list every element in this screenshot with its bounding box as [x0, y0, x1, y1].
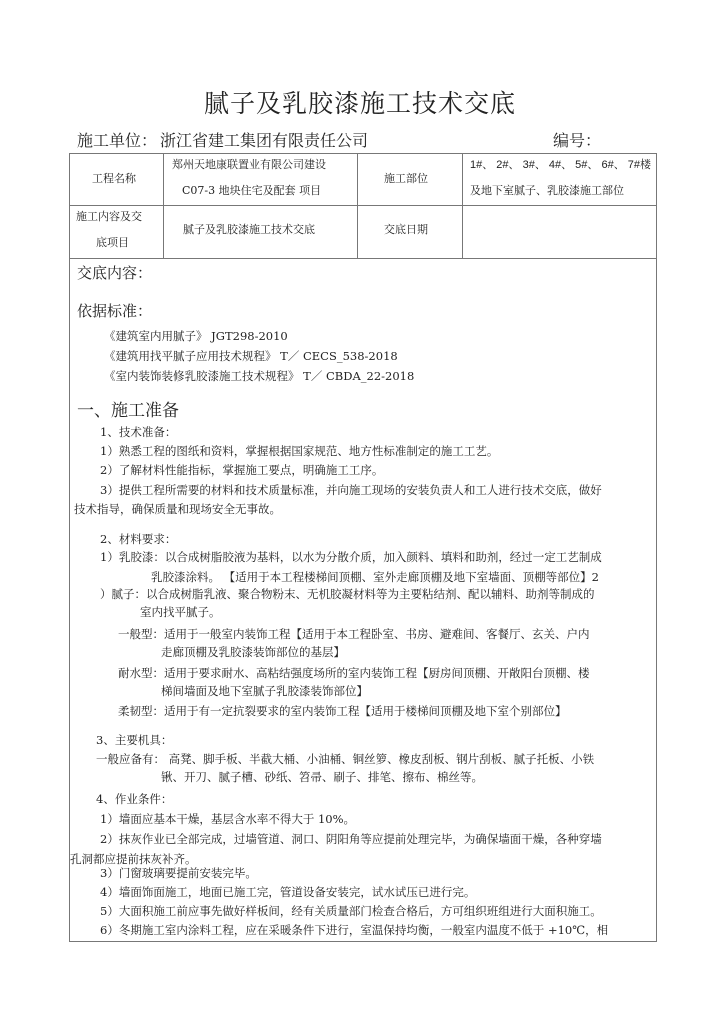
text-line: 2）抹灰作业已全部完成，过墙管道、洞口、阴阳角等应提前处理完毕，为确保墙面干燥，各种穿墙	[100, 832, 602, 846]
unit-label: 施工单位：	[77, 131, 158, 150]
table-divider	[69, 205, 657, 206]
section-standard-heading: 依据标准：	[77, 302, 153, 320]
text-line: 2、材料要求：	[100, 532, 177, 546]
text-line: 3、主要机具：	[96, 733, 173, 747]
text-line: 4）墙面饰面施工，地面已施工完，管道设备安装完，试水试压已进行完。	[100, 885, 476, 899]
text-line: 走廊顶棚及乳胶漆装饰部位的基层】	[161, 645, 345, 659]
text-line: 耐水型：适用于要求耐水、高粘结强度场所的室内装饰工程【厨房间顶棚、开敞阳台顶棚、楼	[118, 666, 590, 680]
date-label: 交底日期	[384, 223, 428, 236]
document-title: 腻子及乳胶漆施工技术交底	[203, 89, 516, 118]
text-line: ）腻子：以合成树脂乳液、聚合物粉末、无机胶凝材料等为主要粘结剂、配以辅料、助剂等制成的	[100, 587, 595, 601]
part-value-line1: 1#、 2#、 3#、 4#、 5#、 6#、 7#楼	[470, 159, 651, 171]
section-content-heading: 交底内容：	[77, 264, 153, 282]
table-divider	[357, 153, 358, 258]
code-label: 编号：	[553, 131, 602, 150]
content-label-line1: 施工内容及交	[76, 210, 142, 223]
text-line: 乳胶漆涂料。 【适用于本工程楼梯间顶棚、室外走廊顶棚及地下室墙面、顶棚等部位】2	[151, 570, 599, 584]
table-divider	[69, 258, 657, 259]
text-line: 4、作业条件：	[96, 792, 173, 806]
text-line: 6）冬期施工室内涂料工程，应在采暖条件下进行，室温保持均衡，一般室内温度不低于 +10℃，相	[100, 923, 609, 937]
text-line: 1、技术准备：	[100, 425, 177, 439]
chapter-heading: 一、施工准备	[77, 401, 179, 421]
table-divider	[462, 153, 463, 258]
text-line: 一般应备有： 高凳、脚手板、半截大桶、小油桶、铜丝箩、橡皮刮板、钢片刮板、腻子托板、小铁	[96, 752, 595, 766]
part-value-line2: 及地下室腻子、乳胶漆施工部位	[470, 184, 624, 197]
text-line: 5）大面积施工前应事先做好样板间，经有关质量部门检查合格后，方可组织班组进行大面积施工。	[100, 904, 602, 918]
text-line: 室内找平腻子。	[140, 605, 221, 619]
project-label: 工程名称	[92, 172, 136, 185]
text-line: 技术指导，确保质量和现场安全无事故。	[74, 502, 281, 516]
text-line: 1）乳胶漆：以合成树脂胶液为基料，以水为分散介质，加入颜料、填料和助剂，经过一定工艺制成	[100, 550, 602, 564]
text-line: 1）墙面应基本干燥，基层含水率不得大于 10%。	[100, 812, 356, 826]
text-line: 1）熟悉工程的图纸和资料，掌握根据国家规范、地方性标准制定的施工工艺。	[100, 444, 499, 458]
content-label-line2: 底项目	[96, 236, 129, 249]
standard-item: 《建筑用找平腻子应用技术规程》 T／ CECS_538-2018	[104, 349, 398, 363]
text-line: 3）提供工程所需要的材料和技术质量标准，并向施工现场的安装负责人和工人进行技术交底，做好	[100, 483, 602, 497]
standard-item: 《室内装饰装修乳胶漆施工技术规程》 T／ CBDA_22-2018	[104, 369, 415, 383]
text-line: 孔洞都应提前抹灰补齐。	[70, 852, 197, 866]
content-value: 腻子及乳胶漆施工技术交底	[183, 223, 315, 236]
standard-item: 《建筑室内用腻子》 JGT298-2010	[104, 329, 288, 343]
text-line: 一般型：适用于一般室内装饰工程【适用于本工程卧室、书房、避难间、客餐厅、玄关、户内	[118, 627, 590, 641]
text-line: 2）了解材料性能指标，掌握施工要点，明确施工工序。	[100, 463, 384, 477]
unit-value: 浙江省建工集团有限责任公司	[160, 131, 369, 150]
part-label: 施工部位	[384, 172, 428, 185]
text-line: 锹、开刀、腻子槽、砂纸、笤帚、刷子、排笔、擦布、棉丝等。	[161, 770, 483, 784]
project-value-line1: 郑州天地康联置业有限公司建设	[172, 158, 326, 171]
table-divider	[163, 153, 164, 258]
project-value-line2: C07-3 地块住宅及配套 项目	[182, 184, 322, 197]
text-line: 柔韧型：适用于有一定抗裂要求的室内装饰工程【适用于楼梯间顶棚及地下室个别部位】	[118, 704, 567, 718]
text-line: 3）门窗玻璃要提前安装完毕。	[100, 866, 257, 880]
text-line: 梯间墙面及地下室腻子乳胶漆装饰部位】	[161, 684, 368, 698]
